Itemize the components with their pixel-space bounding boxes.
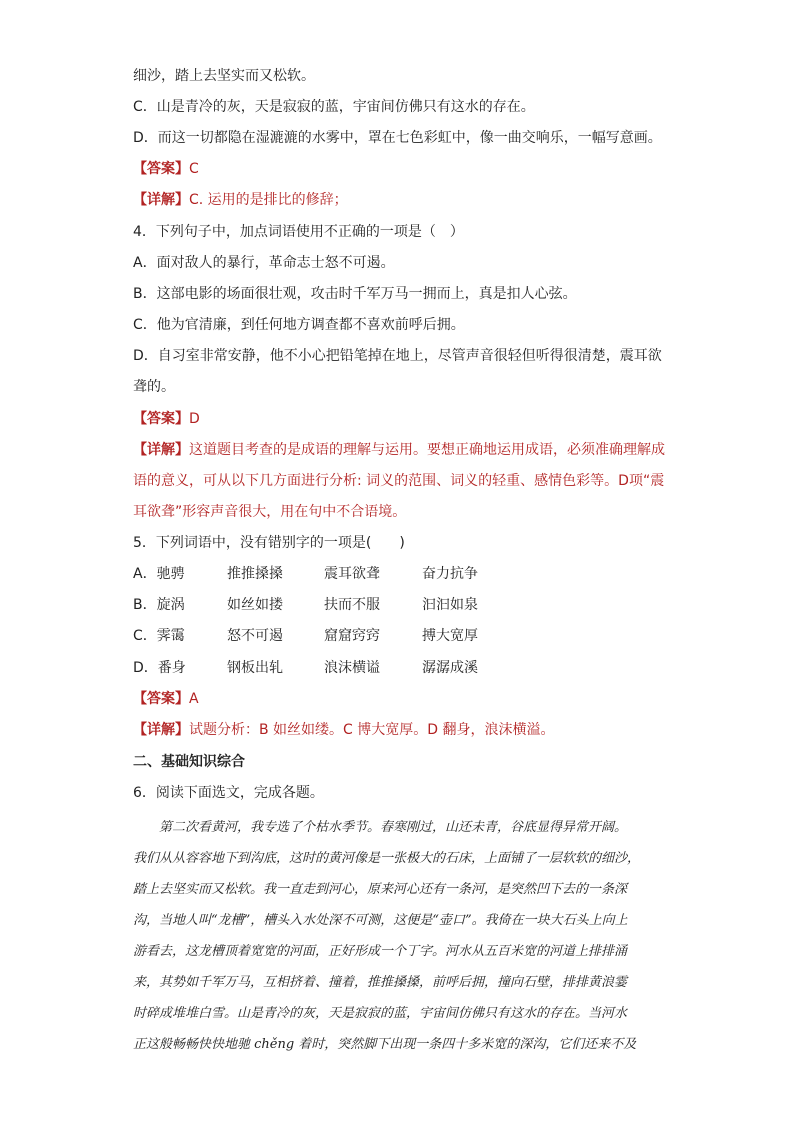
q3-answer: [133, 159, 199, 179]
explain-text: C. 运用的是排比的修辞；: [189, 192, 348, 208]
q4-option-b: B．这部电影的场面很壮观，攻击时千军万马一拥而上，真是扣人心弦。: [133, 286, 577, 302]
explain-tag: 【详解】: [133, 192, 189, 208]
q5-answer: [133, 689, 199, 709]
q5-cell: 如丝如搂: [227, 597, 283, 613]
explain-text: 这道题目考查的是成语的理解与运用。要想正确地运用成语，必须准确理解成: [189, 442, 665, 458]
q5-cell: B．旋涡: [133, 597, 185, 613]
q4-option-d: D．自习室非常安静，他不小心把铅笔掉在地上，尽管声音很轻但听得很清楚，震耳欲: [133, 348, 662, 364]
q4-explain-line-1: [133, 440, 665, 460]
explain-tag: 【详解】: [133, 722, 189, 738]
explain-text: 试题分析：B 如丝如缕。C 博大宽厚。D 翻身，浪沫横溢。: [189, 722, 555, 738]
passage-line: 来，其势如千军万马，互相挤着、撞着，推推搡搡，前呼后拥，撞向石壁，排排黄浪霎: [133, 975, 628, 990]
q4-option-a: A．面对敌人的暴行，革命志士怒不可遏。: [133, 255, 395, 271]
q5-cell: 震耳欲聋: [324, 566, 380, 582]
passage-line: 第二次看黄河，我专选了个枯水季节。春寒刚过，山还未青，谷底显得异常开阔。: [133, 820, 628, 835]
passage-line: 踏上去坚实而又松软。我一直走到河心，原来河心还有一条河，是突然凹下去的一条深: [133, 882, 628, 897]
q5-cell: 钢板出轧: [227, 660, 283, 676]
text-line: 细沙，踏上去坚实而又松软。: [133, 68, 315, 84]
q5-cell: 奋力抗争: [422, 566, 478, 582]
q6-stem: 6．阅读下面选文，完成各题。: [133, 785, 324, 801]
explain-tag: 【详解】: [133, 442, 189, 458]
q4-stem: 4．下列句子中，加点词语使用不正确的一项是（ ）: [133, 224, 464, 240]
q5-cell: 窟窟窍窍: [324, 628, 380, 644]
q5-cell: C．霁霭: [133, 628, 185, 644]
passage-line: 正这般畅畅快快地驰 chěng 着时，突然脚下出现一条四十多米宽的深沟，它们还来不及: [133, 1037, 637, 1052]
section-title: 二、基础知识综合: [133, 754, 245, 770]
answer-tag: 【答案】: [133, 411, 189, 427]
q5-stem: 5．下列词语中，没有错别字的一项是( ): [133, 535, 405, 551]
option-c-line: C．山是青冷的灰，天是寂寂的蓝，宇宙间仿佛只有这水的存在。: [133, 99, 535, 115]
q4-explain-line-2: 语的意义，可从以下几方面进行分析: 词义的范围、词义的轻重、感情色彩等。D项“震: [133, 473, 665, 489]
q3-explain: [133, 190, 348, 210]
q5-cell: 扶而不服: [324, 597, 380, 613]
passage-line: 沟，当地人叫“龙槽”，槽头入水处深不可测，这便是“壶口”。我倚在一块大石头上向上: [133, 913, 628, 928]
answer-value: C: [189, 161, 199, 177]
passage-line: 游看去，这龙槽顶着宽宽的河面，正好形成一个丁字。河水从五百米宽的河道上排排涌: [133, 944, 628, 959]
q4-explain-line-3: 耳欲聋”形容声音很大，用在句中不合语境。: [133, 504, 407, 520]
q4-option-c: C．他为官清廉，到任何地方调查都不喜欢前呼后拥。: [133, 317, 465, 333]
reading-passage: [133, 812, 663, 1060]
q4-option-d-cont: 聋的。: [133, 379, 175, 395]
answer-tag: 【答案】: [133, 161, 189, 177]
answer-value: A: [189, 691, 199, 707]
passage-line: 时碎成堆堆白雪。山是青冷的灰，天是寂寂的蓝，宇宙间仿佛只有这水的存在。当河水: [133, 1006, 628, 1021]
passage-line: 我们从从容容地下到沟底，这时的黄河像是一张极大的石床，上面铺了一层软软的细沙，: [133, 851, 641, 866]
q5-cell: 汩汩如泉: [422, 597, 478, 613]
answer-tag: 【答案】: [133, 691, 189, 707]
answer-value: D: [189, 411, 200, 427]
q5-cell: A．驰骋: [133, 566, 185, 582]
q5-cell: 推推搡搡: [227, 566, 283, 582]
q5-explain: [133, 720, 555, 740]
q5-cell: D．番身: [133, 660, 186, 676]
q4-answer: [133, 409, 200, 429]
q5-cell: 潺潺成溪: [422, 660, 478, 676]
option-d-line: D．而这一切都隐在湿漉漉的水雾中，罩在七色彩虹中，像一曲交响乐，一幅写意画。: [133, 130, 662, 146]
q5-cell: 浪沫横谥: [324, 660, 380, 676]
q5-cell: 怒不可遏: [227, 628, 283, 644]
q5-cell: 搏大宽厚: [422, 628, 478, 644]
